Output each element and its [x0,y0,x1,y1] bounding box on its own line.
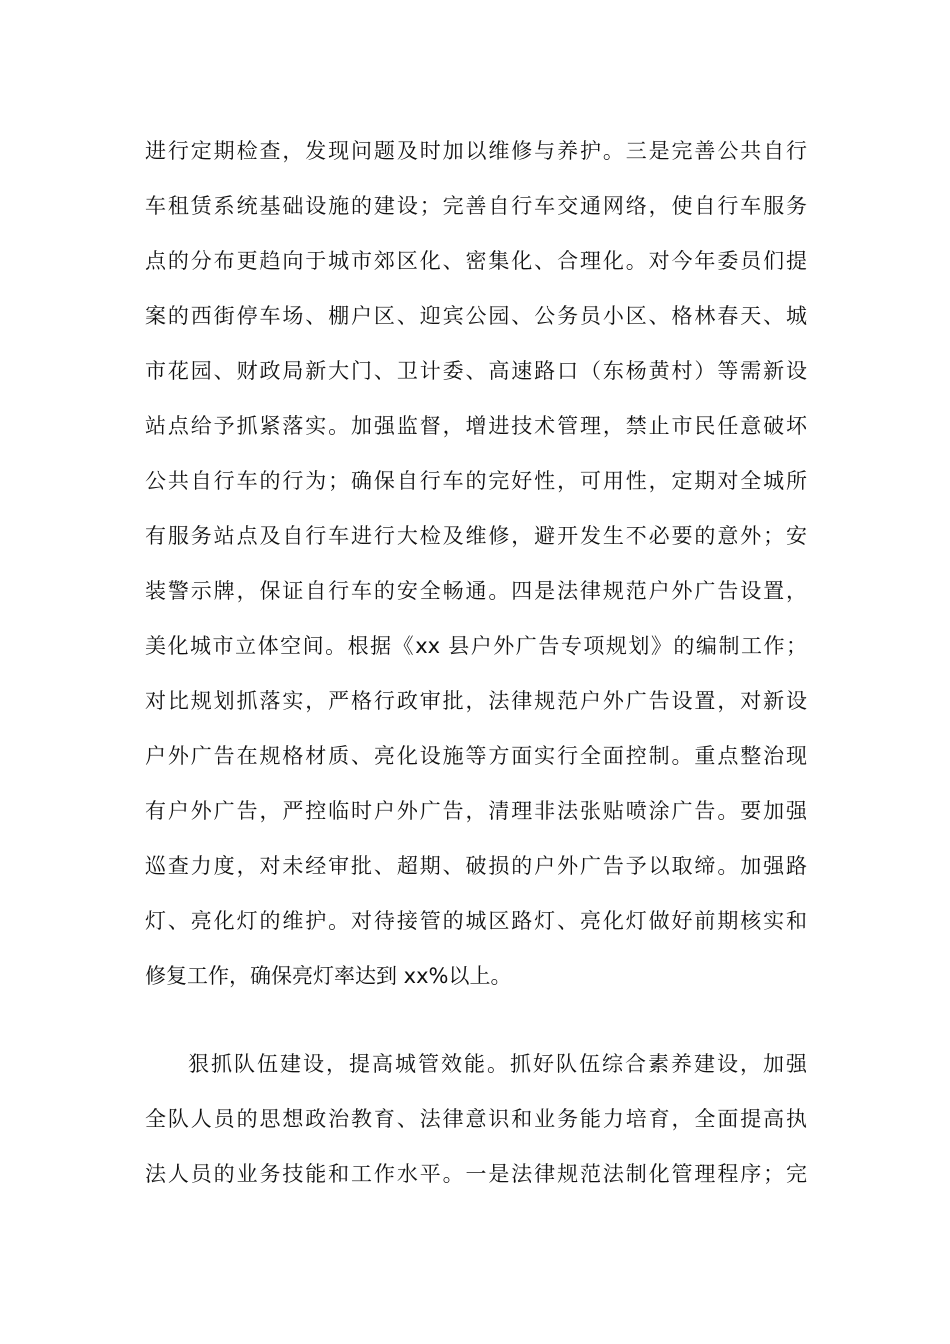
text-line: 市花园、财政局新大门、卫计委、高速路口（东杨黄村）等需新设 [145,359,807,383]
text-line: 有服务站点及自行车进行大检及维修，避开发生不必要的意外；安 [145,524,807,548]
text-line: 灯、亮化灯的维护。对待接管的城区路灯、亮化灯做好前期核实和 [145,909,807,933]
text-line: 狠抓队伍建设，提高城管效能。抓好队伍综合素养建设，加强 [188,1052,807,1076]
text-line: 法人员的业务技能和工作水平。一是法律规范法制化管理程序；完 [145,1162,807,1186]
text-line: 车租赁系统基础设施的建设；完善自行车交通网络，使自行车服务 [145,194,807,218]
text-line: 全队人员的思想政治教育、法律意识和业务能力培育，全面提高执 [145,1107,807,1131]
text-line: 对比规划抓落实，严格行政审批，法律规范户外广告设置，对新设 [145,689,807,713]
text-line: 案的西街停车场、棚户区、迎宾公园、公务员小区、格林春天、城 [145,304,807,328]
text-line: 修复工作，确保亮灯率达到 xx%以上。 [145,964,512,988]
text-line: 有户外广告，严控临时户外广告，清理非法张贴喷涂广告。要加强 [145,799,807,823]
text-line: 公共自行车的行为；确保自行车的完好性，可用性，定期对全城所 [145,469,807,493]
text-line: 点的分布更趋向于城市郊区化、密集化、合理化。对今年委员们提 [145,249,807,273]
text-line: 站点给予抓紧落实。加强监督，增进技术管理，禁止市民任意破坏 [145,414,807,438]
text-line: 美化城市立体空间。根据《xx 县户外广告专项规划》的编制工作； [145,634,807,658]
text-line: 户外广告在规格材质、亮化设施等方面实行全面控制。重点整治现 [145,744,807,768]
text-line: 装警示牌，保证自行车的安全畅通。四是法律规范户外广告设置， [145,579,807,603]
text-line: 进行定期检查，发现问题及时加以维修与养护。三是完善公共自行 [145,139,807,163]
text-line: 巡查力度，对未经审批、超期、破损的户外广告予以取缔。加强路 [145,854,807,878]
